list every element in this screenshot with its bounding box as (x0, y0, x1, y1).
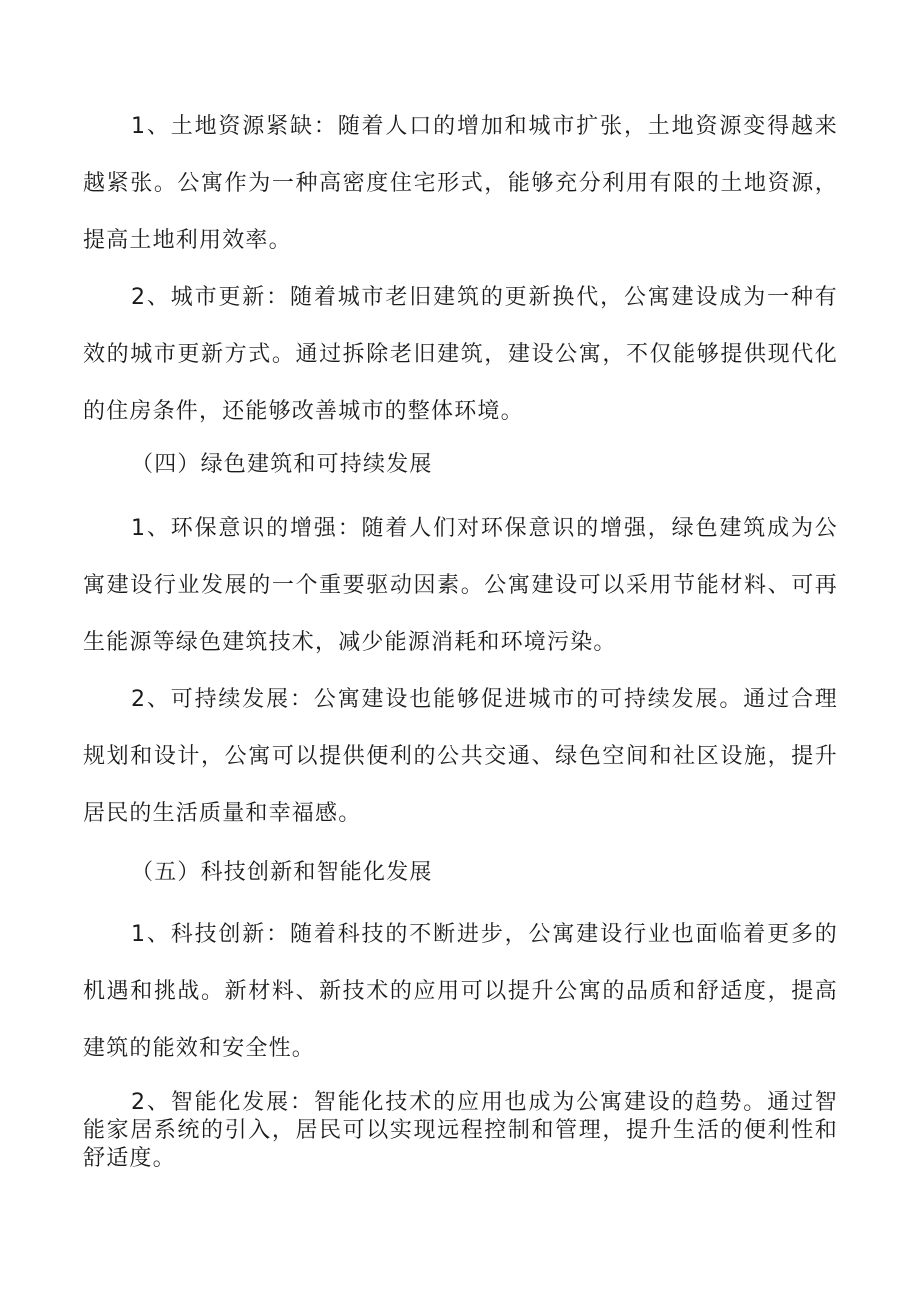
section-heading-tech-innovation: （五）科技创新和智能化发展 (131, 860, 433, 885)
paragraph-urban-renewal: 2、城市更新：随着城市老旧建筑的更新换代，公寓建设成为一种有效的城市更新方式。通过拆除老旧建筑，建设公寓，不仅能够提供现代化的住房条件，还能够改善城市的整体环境。 (83, 285, 838, 424)
paragraph-environmental-awareness: 1、环保意识的增强：随着人们对环保意识的增强，绿色建筑成为公寓建设行业发展的一个重要驱动因素。公寓建设可以采用节能材料、可再生能源等绿色建筑技术，减少能源消耗和环境污染。 (83, 516, 838, 655)
paragraph-smart-development: 2、智能化发展：智能化技术的应用也成为公寓建设的趋势。通过智能家居系统的引入，居民可以实现远程控制和管理，提升生活的便利性和舒适度。 (83, 1090, 838, 1171)
paragraph-sustainable-development: 2、可持续发展：公寓建设也能够促进城市的可持续发展。通过合理规划和设计，公寓可以提供便利的公共交通、绿色空间和社区设施，提升居民的生活质量和幸福感。 (83, 687, 838, 826)
paragraph-tech-innovation: 1、科技创新：随着科技的不断进步，公寓建设行业也面临着更多的机遇和挑战。新材料、新技术的应用可以提升公寓的品质和舒适度，提高建筑的能效和安全性。 (83, 922, 838, 1061)
paragraph-land-scarcity: 1、土地资源紧缺：随着人口的增加和城市扩张，土地资源变得越来越紧张。公寓作为一种高密度住宅形式，能够充分利用有限的土地资源，提高土地利用效率。 (83, 114, 838, 253)
section-heading-green-building: （四）绿色建筑和可持续发展 (131, 452, 433, 477)
